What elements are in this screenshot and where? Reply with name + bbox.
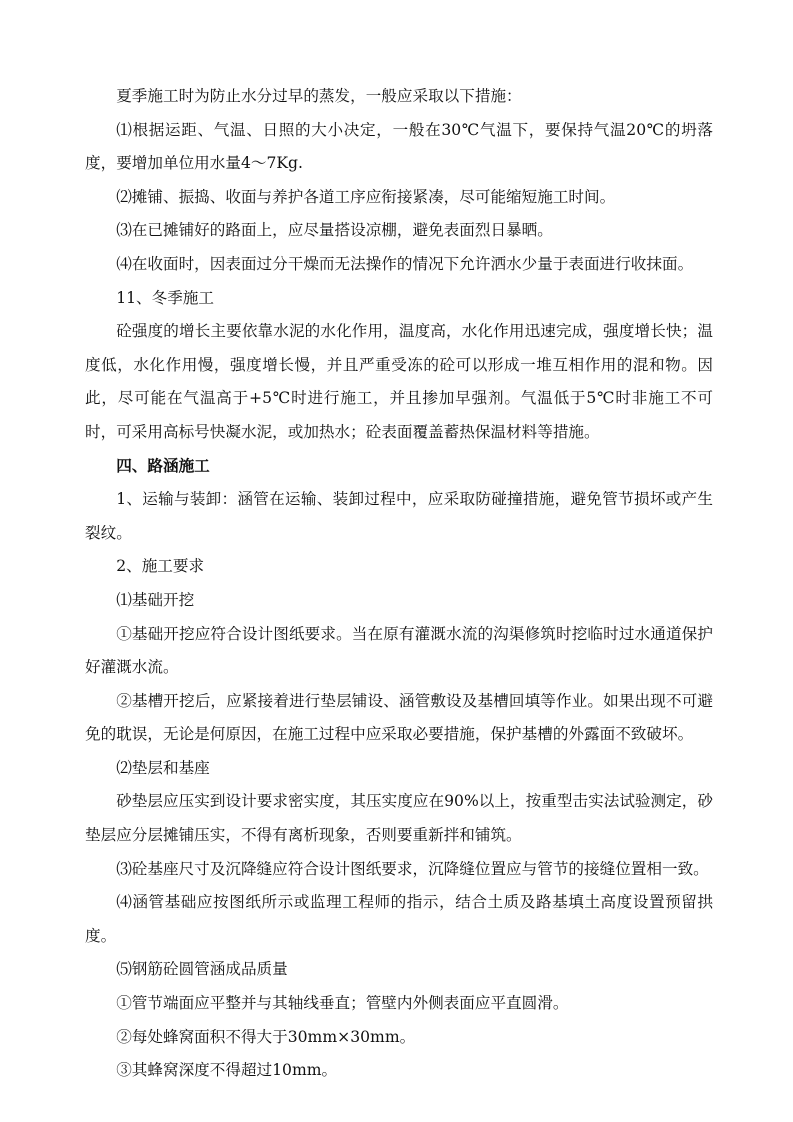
document-page [85, 80, 713, 1088]
paragraph: ⑷涵管基础应按图纸所示或监理工程师的指示，结合土质及路基填土高度设置预留拱度。 [85, 893, 713, 945]
paragraph: ②每处蜂窝面积不得大于30mm×30mm。 [116, 1027, 416, 1046]
paragraph: ⑶砼基座尺寸及沉降缝应符合设计图纸要求，沉降缝位置应与管节的接缝位置相一致。 [116, 859, 709, 878]
paragraph: 砼强度的增长主要依靠水泥的水化作用，温度高，水化作用迅速完成，强度增长快；温度低，水化作用慢，强度增长慢，并且严重受冻的砼可以形成一堆互相作用的混和物。因此，尽可能在气温高于+5℃时进行施工，并且掺加早强剂。气温低于5℃时非施工不可时，可采用高标号快凝水泥，或加热水；砼表面覆盖蓄热保温材料等措施。 [85, 322, 713, 441]
paragraph: 1、运输与装卸：涵管在运输、装卸过程中，应采取防碰撞措施，避免管节损坏或产生裂纹。 [85, 490, 713, 542]
section-heading: 四、路涵施工 [116, 456, 210, 475]
paragraph: 11、冬季施工 [116, 288, 214, 307]
paragraph: ②基槽开挖后，应紧接着进行垫层铺设、涵管敷设及基槽回填等作业。如果出现不可避免的耽误，无论是何原因，在施工过程中应采取必要措施，保护基槽的外露面不致破坏。 [85, 691, 713, 744]
paragraph: ①基础开挖应符合设计图纸要求。当在原有灌溉水流的沟渠修筑时挖临时过水通道保护好灌溉水流。 [85, 624, 713, 677]
paragraph: ⑷在收面时，因表面过分干燥而无法操作的情况下允许洒水少量于表面进行收抹面。 [116, 254, 694, 273]
paragraph: 2、施工要求 [116, 557, 205, 576]
paragraph: 砂垫层应压实到设计要求密实度，其压实度应在90%以上，按重型击实法试验测定，砂垫层应分层摊铺压实，不得有离析现象，否则要重新拌和铺筑。 [85, 792, 713, 845]
paragraph: ③其蜂窝深度不得超过10mm。 [116, 1061, 338, 1080]
paragraph: ①管节端面应平整并与其轴线垂直；管壁内外侧表面应平直圆滑。 [116, 994, 569, 1013]
paragraph: ⑴根据运距、气温、日照的大小决定，一般在30℃气温下，要保持气温20℃的坍落度，要增加单位用水量4～7Kg. [85, 120, 713, 173]
paragraph: ⑸钢筋砼圆管涵成品质量 [116, 960, 288, 979]
paragraph: 夏季施工时为防止水分过早的蒸发，一般应采取以下措施： [116, 87, 522, 105]
paragraph: ⑶在已摊铺好的路面上，应尽量搭设凉棚，避免表面烈日暴晒。 [116, 221, 553, 240]
paragraph: ⑴基础开挖 [116, 590, 195, 609]
paragraph: ⑵摊铺、振捣、收面与养护各道工序应衔接紧凑，尽可能缩短施工时间。 [116, 187, 616, 206]
paragraph: ⑵垫层和基座 [116, 758, 210, 777]
